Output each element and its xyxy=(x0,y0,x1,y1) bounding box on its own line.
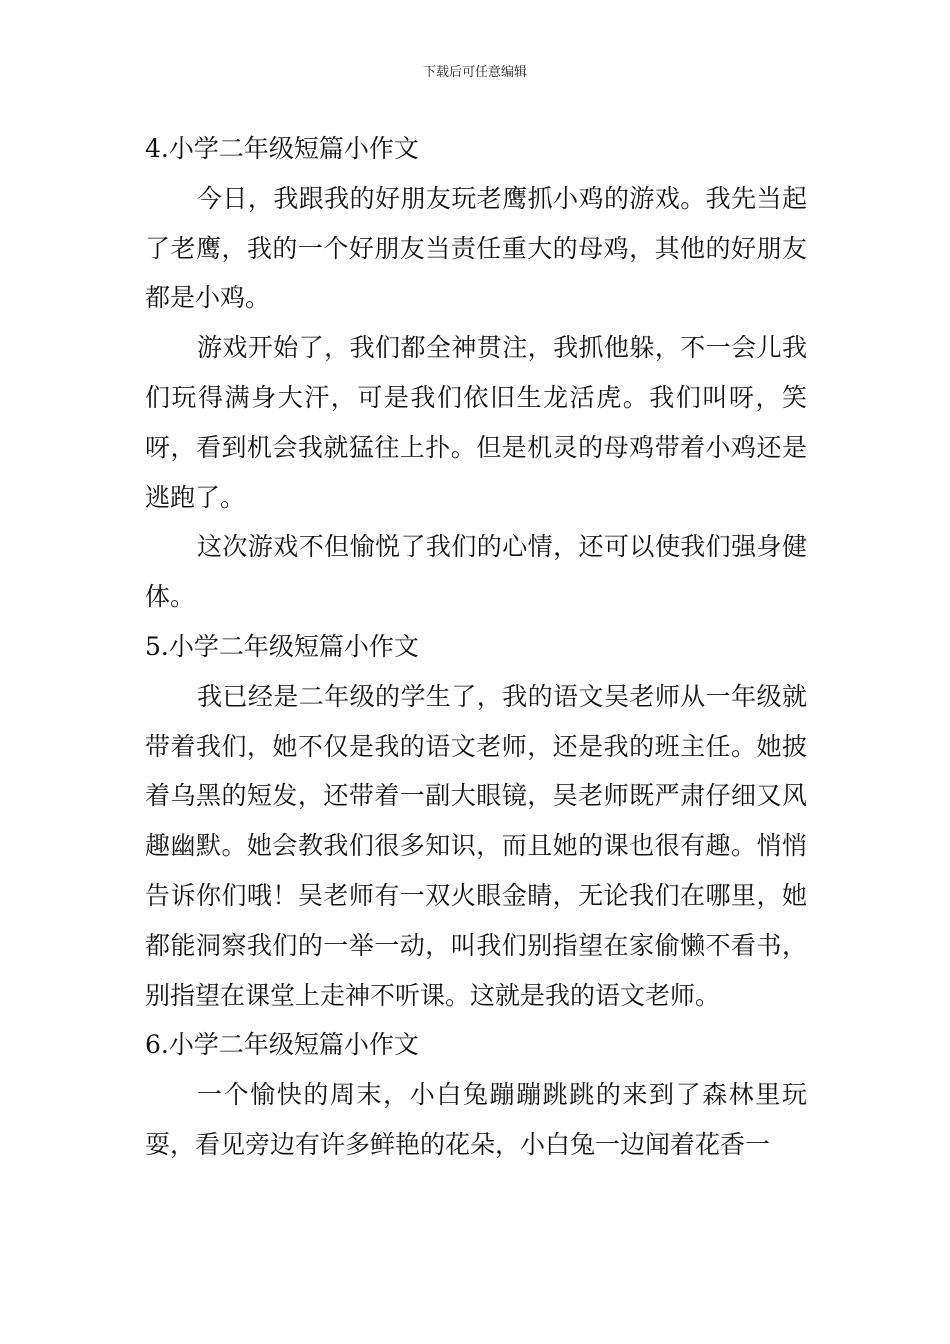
paragraph: 这次游戏不但愉悦了我们的心情，还可以使我们强身健体。 xyxy=(145,532,807,612)
section-title: 5.小学二年级短篇小作文 xyxy=(145,631,419,661)
paragraph: 游戏开始了，我们都全神贯注，我抓他躲，不一会儿我们玩得满身大汗，可是我们依旧生龙活虎。我们叫呀，笑呀，看到机会我就猛往上扑。但是机灵的母鸡带着小鸡还是逃跑了。 xyxy=(145,333,807,512)
document-body xyxy=(145,124,807,1170)
section-title: 4.小学二年级短篇小作文 xyxy=(145,134,419,163)
essay-section-5 xyxy=(145,622,807,1020)
paragraph: 一个愉快的周末，小白兔蹦蹦跳跳的来到了森林里玩耍，看见旁边有许多鲜艳的花朵，小白兔一边闻着花香一 xyxy=(145,1080,807,1159)
page-header-note: 下载后可任意编辑 xyxy=(422,65,527,80)
paragraph: 今日，我跟我的好朋友玩老鹰抓小鸡的游戏。我先当起了老鹰，我的一个好朋友当责任重大的母鸡，其他的好朋友都是小鸡。 xyxy=(145,183,807,313)
essay-section-4 xyxy=(145,124,807,622)
essay-section-6 xyxy=(145,1020,807,1169)
section-title: 6.小学二年级短篇小作文 xyxy=(145,1030,419,1060)
paragraph: 我已经是二年级的学生了，我的语文吴老师从一年级就带着我们，她不仅是我的语文老师，还是我的班主任。她披着乌黑的短发，还带着一副大眼镜，吴老师既严肃仔细又风趣幽默。她会教我们很多知识，而且她的课也很有趣。悄悄告诉你们哦！吴老师有一双火眼金睛，无论我们在哪里，她都能洞察我们的一举一动，叫我们别指望在家偷懒不看书，别指望在课堂上走神不听课。这就是我的语文老师。 xyxy=(145,681,807,1010)
